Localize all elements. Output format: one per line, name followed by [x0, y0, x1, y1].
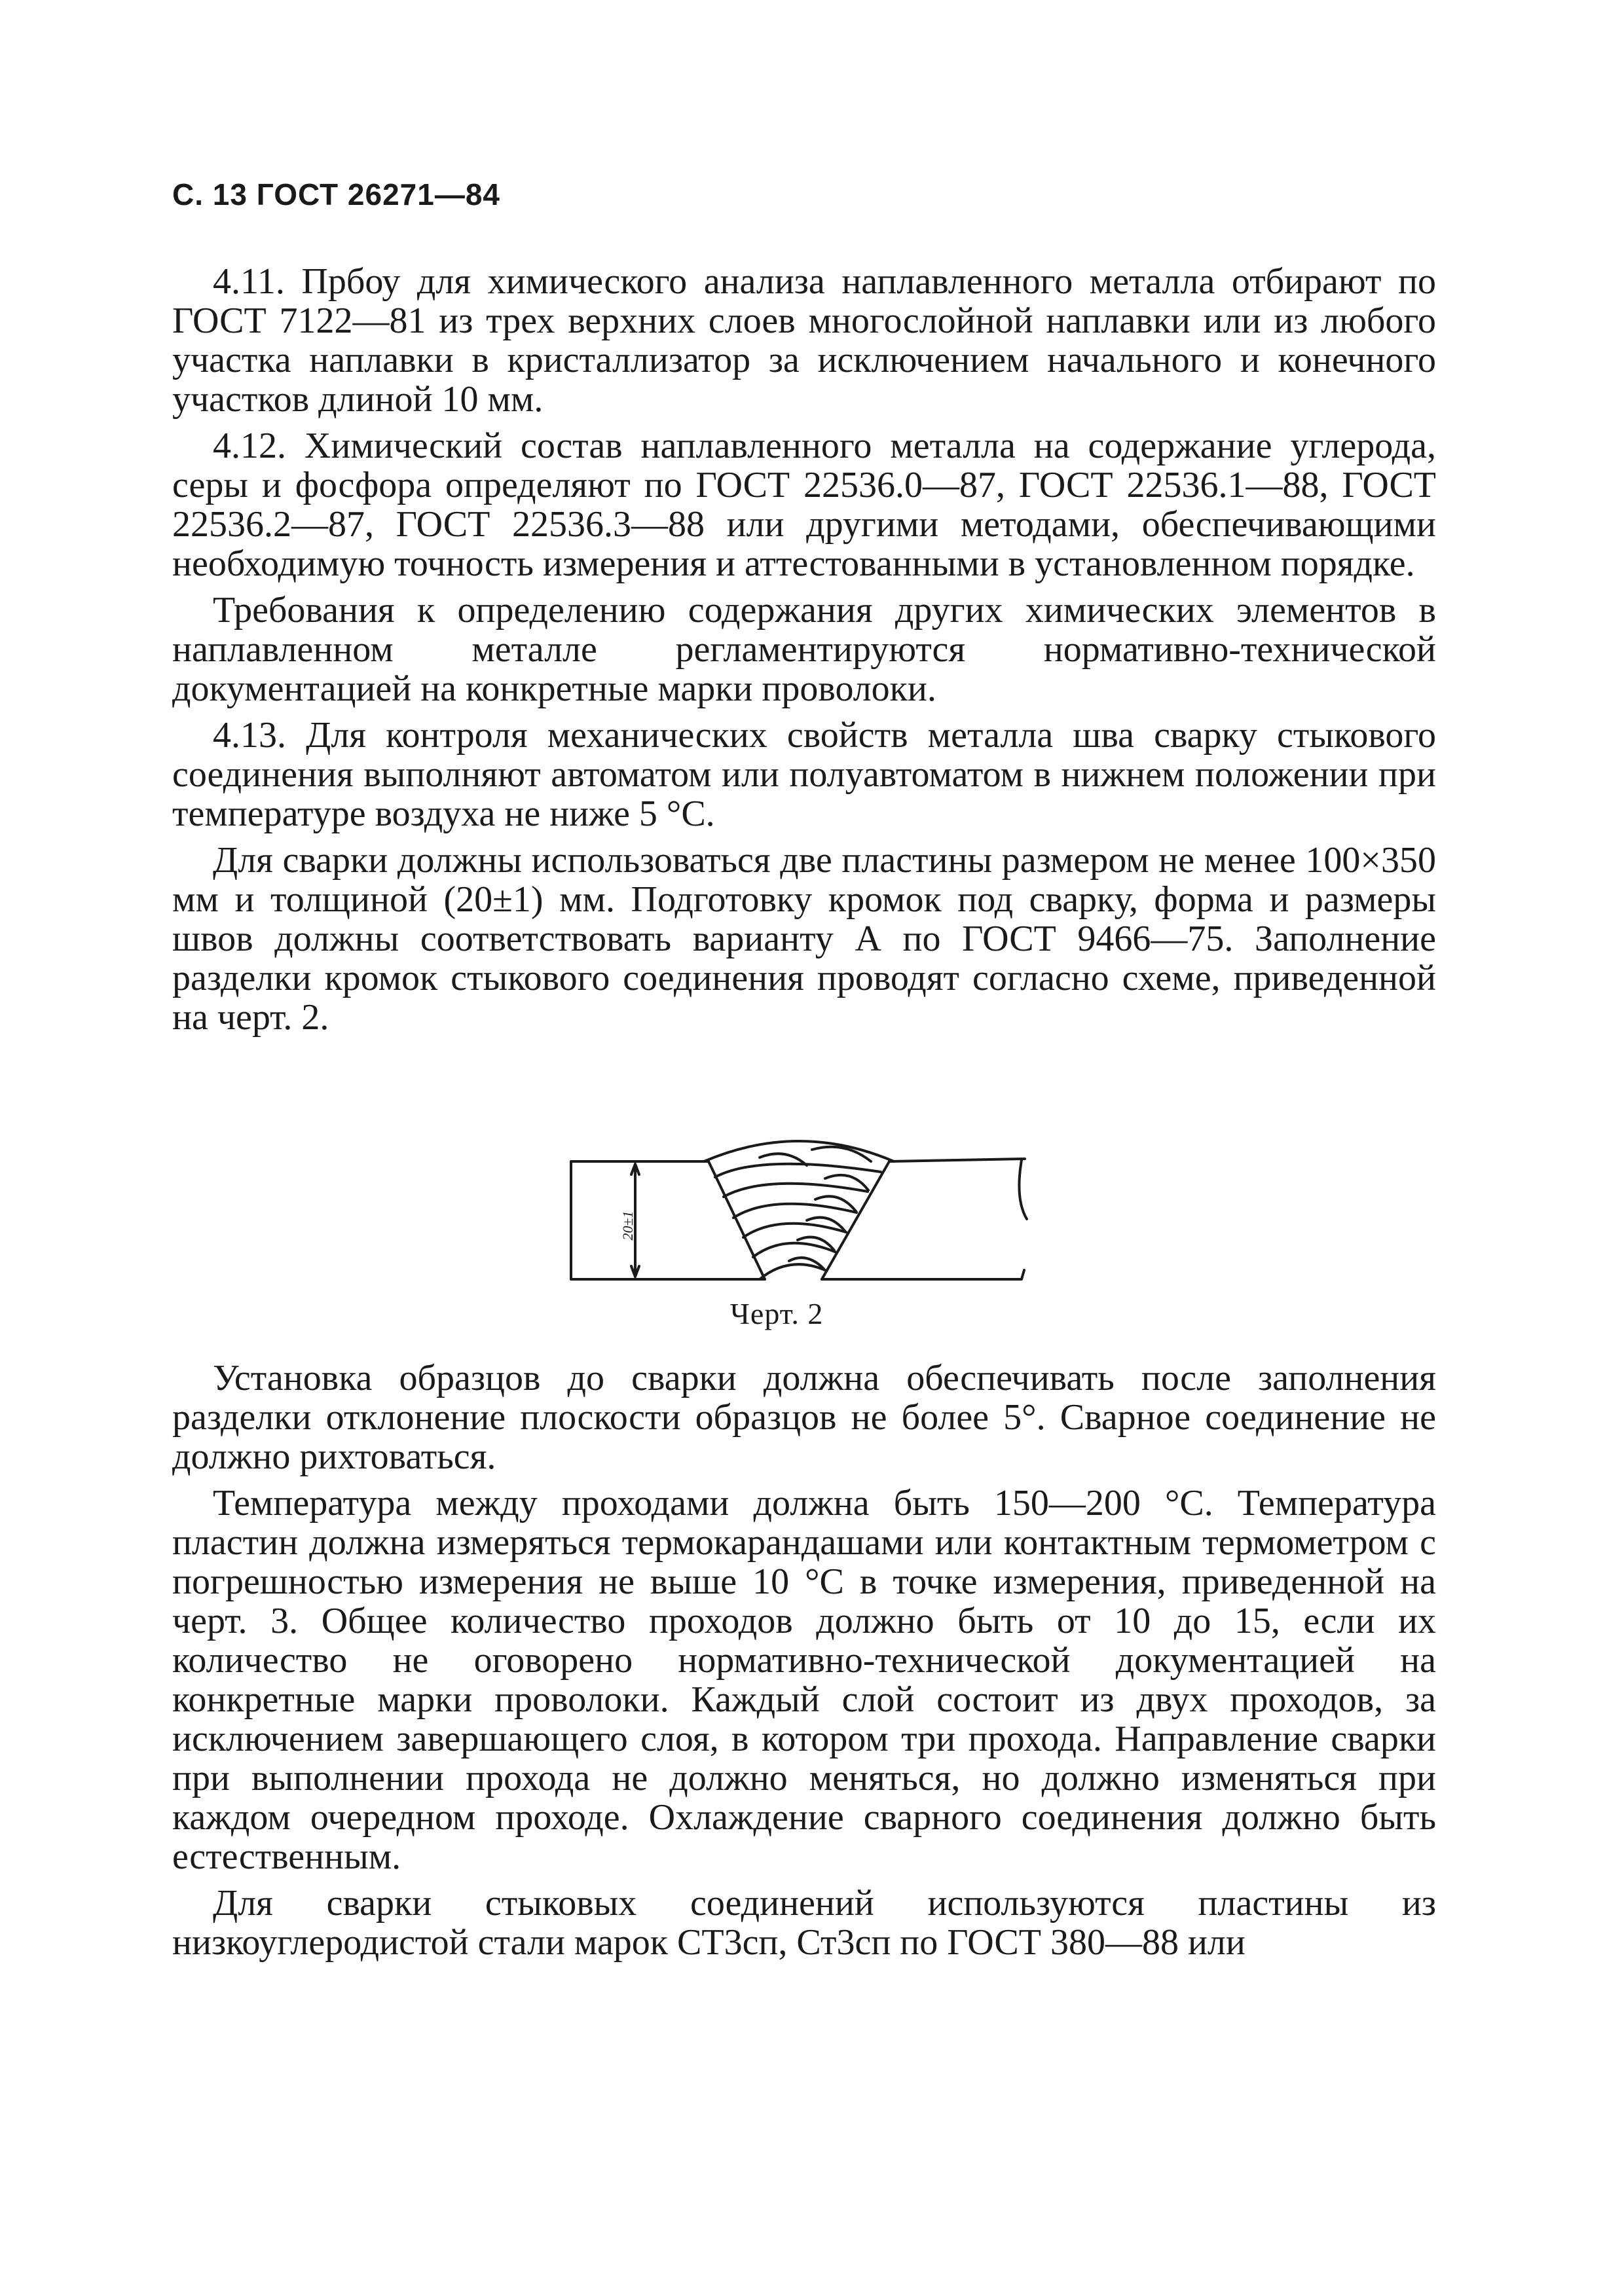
- thickness-label: 20±1: [619, 1211, 636, 1241]
- paragraph-4-11: 4.11. Прбоу для химического анализа наплавленного металла отбирают по ГОСТ 7122—81 из трех верхних слоев многослойной наплавки или из любого участка наплавки в кристаллизатор за исключением начального и конечного участков длиной 10 мм.: [172, 261, 1436, 420]
- paragraph-requirements: Требования к определению содержания других химических элементов в наплавленном металле регламентируются нормативно-технической документацией на конкретные марки проволоки.: [172, 590, 1436, 709]
- paragraph-4-12: 4.12. Химический состав наплавленного металла на содержание углерода, серы и фосфора определяют по ГОСТ 22536.0—87, ГОСТ 22536.1—88, ГОСТ 22536.2—87, ГОСТ 22536.3—88 или другими методами, обеспечивающими необходимую точность измерения и аттестованными в установленном порядке.: [172, 426, 1436, 584]
- right-break-line: [1019, 1160, 1027, 1219]
- weld-pass-line: [715, 1164, 881, 1177]
- text-block-top: [172, 262, 1436, 1044]
- weld-pass-line: [743, 1224, 846, 1237]
- page-header: С. 13 ГОСТ 26271—84: [172, 177, 501, 211]
- right-bottom-edge: [822, 1270, 1024, 1279]
- weld-joint-figure: [563, 1121, 1035, 1298]
- text-block-bottom: [172, 1358, 1436, 1969]
- weld-pass-line: [733, 1204, 857, 1218]
- right-plate-outline: [889, 1159, 1025, 1161]
- paragraph-steel-grades: Для сварки стыковых соединений используются пластины из низкоуглеродистой стали марок СТ3сп, Ст3сп по ГОСТ 380—88 или: [172, 1883, 1436, 1963]
- paragraph-installation: Установка образцов до сварки должна обеспечивать после заполнения разделки отклонение плоскости образцов не более 5°. Сварное соединение не должно рихтоваться.: [172, 1358, 1436, 1477]
- paragraph-plates: Для сварки должны использоваться две пластины размером не менее 100×350 мм и толщиной (20±1) мм. Подготовку кромок под сварку, форма и размеры швов должны соответствовать варианту А по ГОСТ 9466—75. Заполнение разделки кромок стыкового соединения проводят согласно схеме, приведенной на черт. 2.: [172, 840, 1436, 1038]
- paragraph-4-13: 4.13. Для контроля механических свойств металла шва сварку стыкового соединения выполняют автоматом или полуавтоматом в нижнем положении при температуре воздуха не ниже 5 °С.: [172, 715, 1436, 834]
- weld-pass-line: [760, 1264, 825, 1279]
- groove-left-wall: [709, 1161, 765, 1279]
- weld-pass-line: [753, 1243, 835, 1257]
- paragraph-temperature: Температура между проходами должна быть 150—200 °С. Температура пластин должна измеряться термокарандашами или контактным термометром с погрешностью измерения не выше 10 °С в точке измерения, приведенной на черт. 3. Общее количество проходов должно быть от 10 до 15, если их количество не оговорено нормативно-технической документацией на конкретные марки проволоки. Каждый слой состоит из двух проходов, за исключением завершающего слоя, в котором три прохода. Направление сварки при выполнении прохода не должно меняться, но должно изменяться при каждом очередном проходе. Охлаждение сварного соединения должно быть естественным.: [172, 1483, 1436, 1877]
- figure-caption: Черт. 2: [730, 1297, 824, 1330]
- weld-pass-line: [724, 1184, 868, 1197]
